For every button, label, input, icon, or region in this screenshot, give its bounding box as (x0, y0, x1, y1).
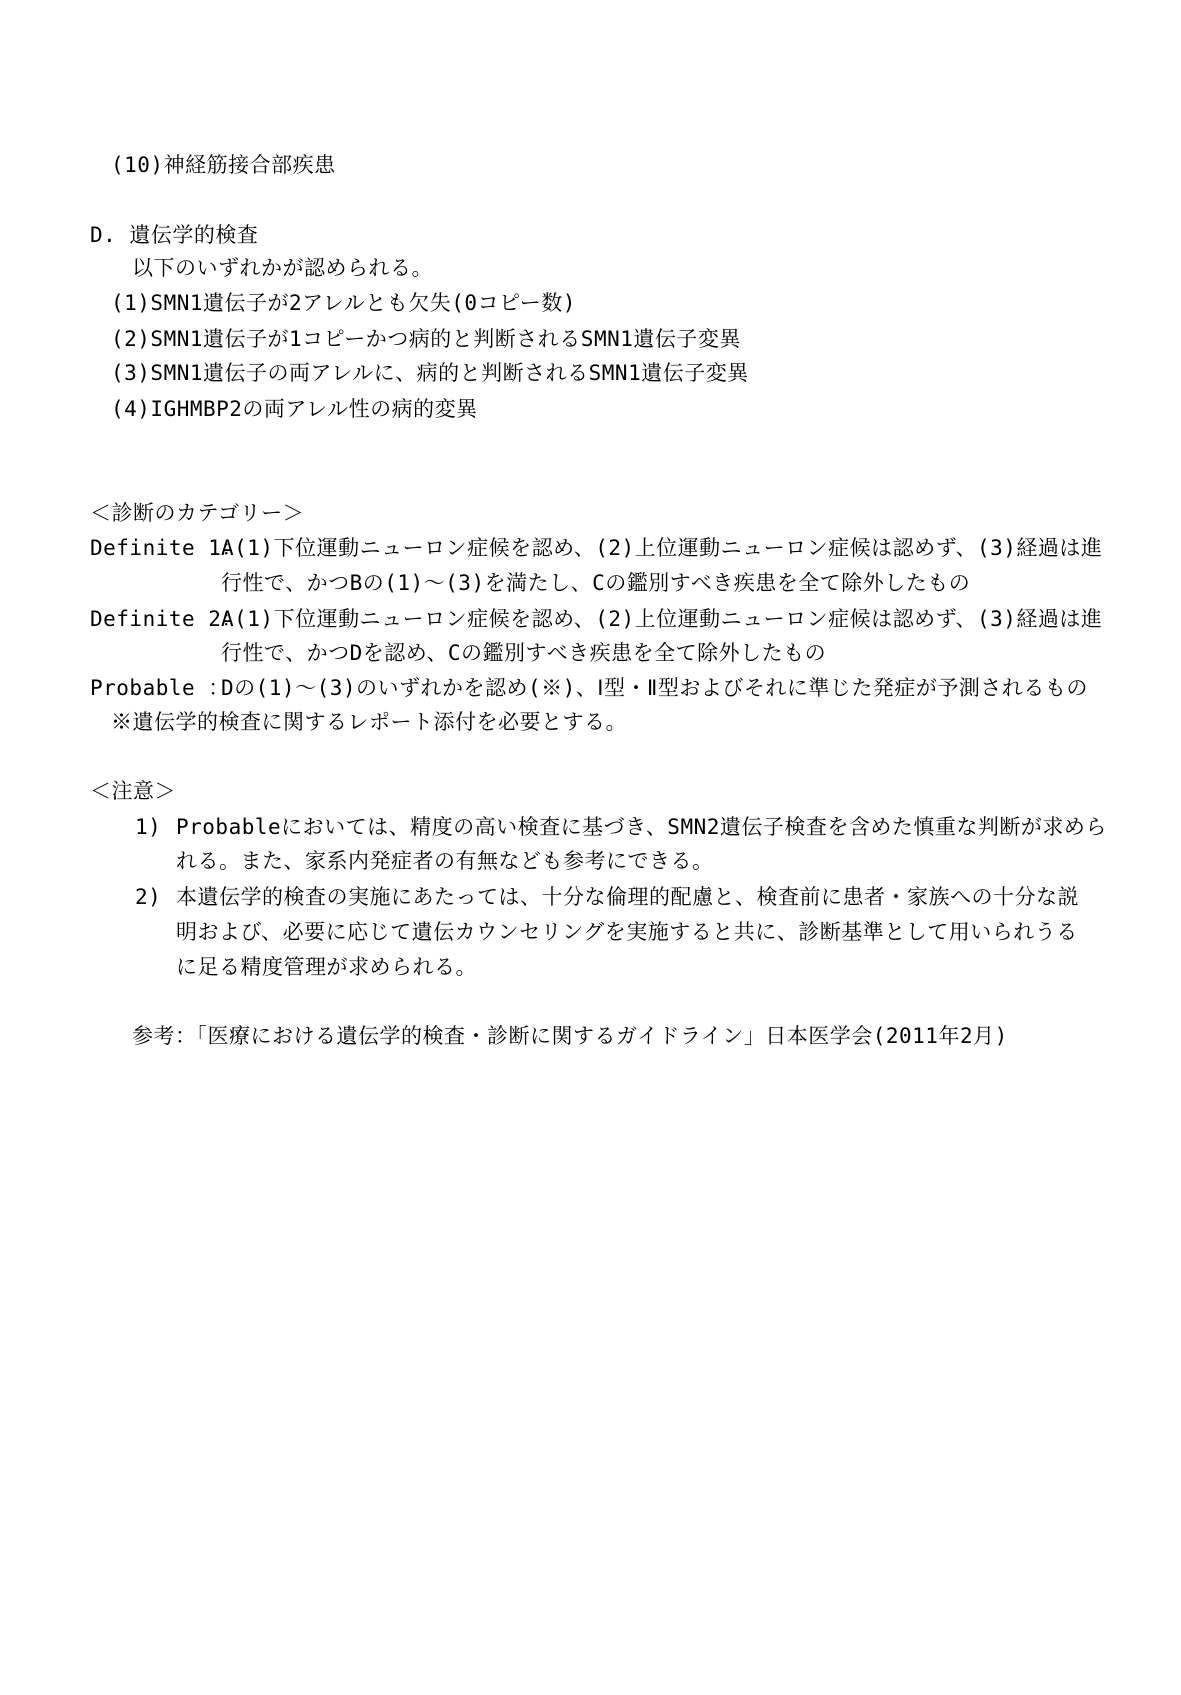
definite1-text: A(1)下位運動ニューロン症候を認め、(2)上位運動ニューロン症候は認めず、(3)経過は進 (221, 536, 1103, 560)
definite1-text-cont: 行性で、かつBの(1)～(3)を満たし、Cの鑑別すべき疾患を全て除外したもの (221, 571, 971, 595)
definite2-text-cont: 行性で、かつDを認め、Cの鑑別すべき疾患を全て除外したもの (221, 641, 827, 665)
probable-label: Probable ： (90, 676, 230, 700)
caution-heading: ＜注意＞ (90, 779, 176, 803)
definite2-label: Definite 2： (90, 607, 243, 631)
caution-item-number: 2) (135, 885, 162, 909)
definite1-label: Definite 1： (90, 536, 243, 560)
definite2-text: A(1)下位運動ニューロン症候を認め、(2)上位運動ニューロン症候は認めず、(3)経過は進 (221, 607, 1103, 631)
caution-item-text: れる。また、家系内発症者の有無なども参考にできる。 (176, 849, 714, 873)
categories-note: ※遺伝学的検査に関するレポート添付を必要とする。 (111, 710, 627, 734)
probable-text: Dの(1)～(3)のいずれかを認め(※)、Ⅰ型・Ⅱ型およびそれに準じた発症が予測されるもの (221, 676, 1088, 700)
caution-item-number: 1) (135, 815, 162, 839)
list-item-10: (10)神経筋接合部疾患 (111, 153, 336, 177)
section-d-intro: 以下のいずれかが認められる。 (132, 256, 433, 280)
list-item: (3)SMN1遺伝子の両アレルに、病的と判断されるSMN1遺伝子変異 (111, 361, 749, 385)
section-d-title: D. 遺伝学的検査 (90, 223, 259, 247)
list-item: (4)IGHMBP2の両アレル性の病的変異 (111, 397, 478, 421)
caution-item-text: に足る精度管理が求められる。 (176, 955, 477, 979)
reference: 参考：「医療における遺伝学的検査・診断に関するガイドライン」日本医学会(2011年2月) (132, 1024, 1008, 1048)
caution-item-text: 明および、必要に応じて遺伝カウンセリングを実施すると共に、診断基準として用いられうる (176, 920, 1078, 944)
caution-item-text: Probableにおいては、精度の高い検査に基づき、SMN2遺伝子検査を含めた慎重な判断が求めら (176, 815, 1107, 839)
caution-item-text: 本遺伝学的検査の実施にあたっては、十分な倫理的配慮と、検査前に患者・家族への十分な説 (176, 885, 1079, 909)
list-item: (2)SMN1遺伝子が1コピーかつ病的と判断されるSMN1遺伝子変異 (111, 327, 741, 351)
list-item: (1)SMN1遺伝子が2アレルとも欠失(0コピー数) (111, 291, 576, 315)
categories-heading: ＜診断のカテゴリー＞ (90, 501, 305, 525)
